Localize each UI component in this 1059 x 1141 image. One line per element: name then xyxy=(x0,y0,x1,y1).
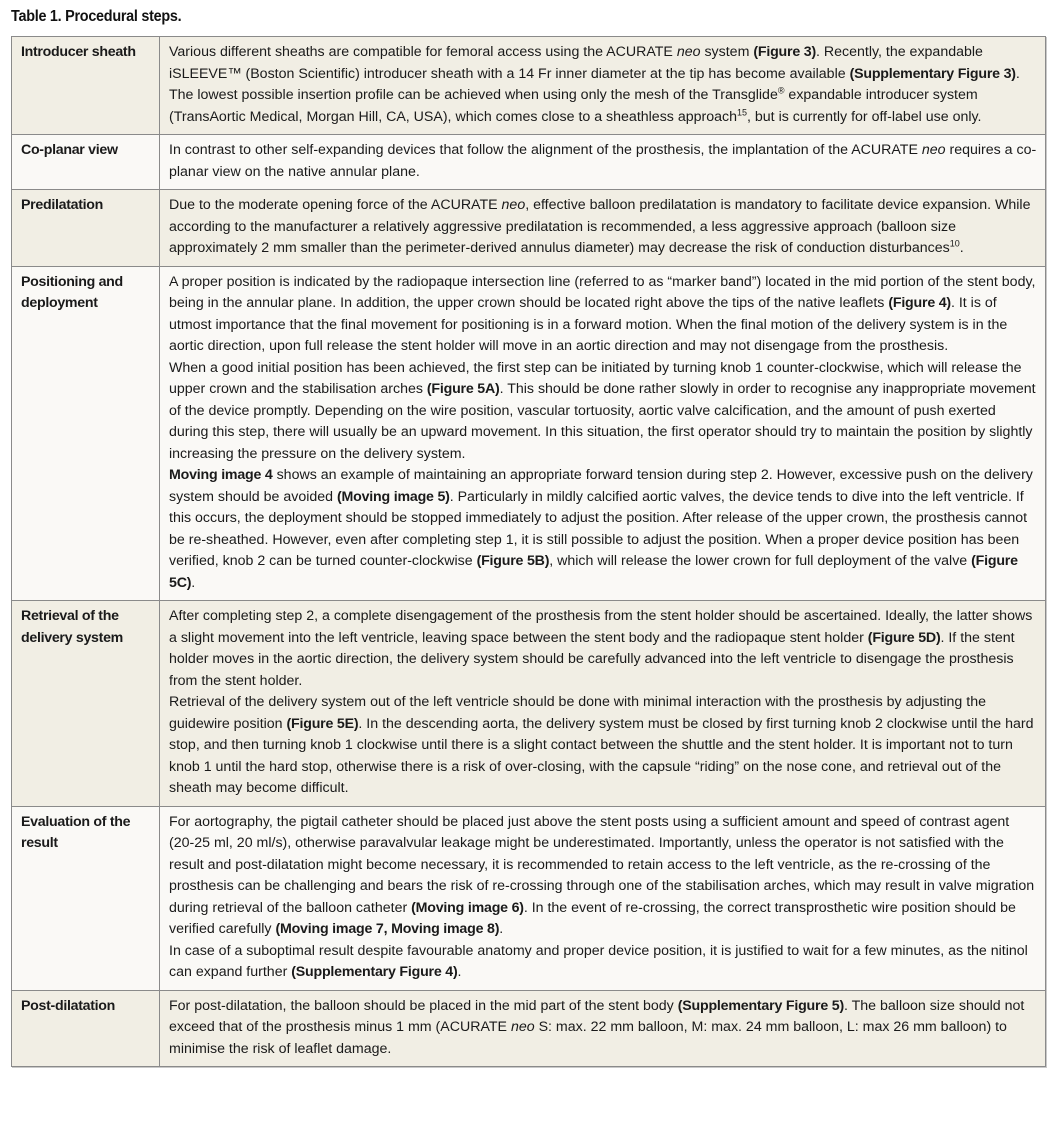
text-run: . Recently, the expandable iSLEEVE™ (Boston Scientific) introducer sheath with a 14 Fr inner diameter at the tip has become available xyxy=(169,44,983,82)
step-label: Post-dilatation xyxy=(12,990,160,1067)
text-run: requires a co-planar view on the native annular plane. xyxy=(169,142,1037,180)
table-row xyxy=(12,990,1046,1067)
description-paragraph xyxy=(169,272,1037,358)
superscript: 10 xyxy=(949,238,960,249)
text-run: . xyxy=(191,574,196,591)
step-description xyxy=(160,806,1046,990)
text-run: . The balloon size should not exceed that of the prosthesis minus 1 mm (ACURATE xyxy=(169,997,1025,1035)
text-run: , which will release the lower crown for full deployment of the valve xyxy=(549,553,972,569)
text-run: When a good initial position has been achieved, the first step can be initiated by turning knob 1 counter-clockwise, which will release the upper crown and the stabilisation arches xyxy=(169,359,1022,397)
step-label: Retrieval of the delivery system xyxy=(12,601,160,807)
figure-reference: (Supplementary Figure 4) xyxy=(291,964,458,980)
step-label: Positioning and deployment xyxy=(12,266,160,601)
text-run: In case of a suboptimal result despite favourable anatomy and proper device position, it is justified to wait for a few minutes, as the nitinol can expand further xyxy=(169,942,1028,980)
table-row xyxy=(12,135,1046,190)
table-row xyxy=(12,37,1046,135)
table-caption: Table 1. Procedural steps. xyxy=(11,8,182,25)
step-description xyxy=(160,37,1046,135)
step-description xyxy=(160,990,1046,1067)
description-paragraph xyxy=(169,941,1037,984)
text-run: S: max. 22 mm balloon, M: max. 24 mm balloon, L: max 26 mm balloon) to minimise the risk of leaflet damage. xyxy=(169,1019,1007,1057)
figure-reference: (Figure 5A) xyxy=(426,381,500,397)
description-paragraph xyxy=(169,358,1037,466)
text-run: . xyxy=(499,921,504,937)
text-run: Due to the moderate opening force of the ACURATE xyxy=(169,197,502,213)
text-run: expandable introducer system (TransAortic Medical, Morgan Hill, CA, USA), which comes close to a sheathless approach xyxy=(169,87,978,125)
figure-reference: (Moving image 7, Moving image 8) xyxy=(275,921,500,937)
text-run: neo xyxy=(501,197,526,213)
figure-reference: (Figure 5E) xyxy=(286,715,359,732)
description-paragraph xyxy=(169,692,1037,800)
text-run: . If the stent holder moves in the aortic direction, the delivery system should be carefully advanced into the left ventricle to disengage the prosthesis from the stent holder. xyxy=(169,629,1015,689)
text-run: . The lowest possible insertion profile can be achieved when using only the mesh of the Transglide xyxy=(169,65,1020,103)
text-run: , but is currently for off-label use only. xyxy=(747,108,982,125)
table-row xyxy=(12,806,1046,990)
figure-reference: Moving image 4 xyxy=(169,467,273,483)
figure-reference: (Figure 5C) xyxy=(169,553,1018,591)
text-run: . xyxy=(959,240,964,256)
description-paragraph xyxy=(169,195,1037,260)
table-row xyxy=(12,601,1046,807)
text-run: After completing step 2, a complete disengagement of the prosthesis from the stent holder should be ascertained. Ideally, the latter shows a slight movement into the left ventricle, leaving space between the stent body and the radiopaque stent holder xyxy=(169,608,1033,646)
figure-reference: (Figure 3) xyxy=(753,44,816,60)
description-paragraph xyxy=(169,42,1037,128)
table-row xyxy=(12,190,1046,267)
text-run: . It is of utmost importance that the final movement for positioning is in a forward motion. When the final motion of the delivery system is in the aortic direction, upon full release the stent holder will move in an aortic direction and may not disengage from the prosthesis. xyxy=(169,295,1008,354)
figure-reference: (Figure 4) xyxy=(888,295,951,311)
table-row xyxy=(12,266,1046,601)
step-label: Predilatation xyxy=(12,190,160,267)
figure-reference: (Supplementary Figure 5) xyxy=(677,997,844,1014)
text-run: . xyxy=(457,964,462,980)
figure-reference: (Figure 5D) xyxy=(867,629,941,646)
text-run: neo xyxy=(510,1019,535,1035)
figure-reference: (Moving image 5) xyxy=(337,488,450,505)
text-run: For post-dilatation, the balloon should be placed in the mid part of the stent body xyxy=(169,997,678,1014)
superscript: ® xyxy=(777,85,785,96)
text-run: . In the descending aorta, the delivery system must be closed by first turning knob 2 clockwise until the hard stop, and then turning knob 1 clockwise until there is a slight contact between the shuttle and the stent holder. It is important not to turn knob 1 until the hard stop, otherwise there is a risk of over-closing, with the capsule “riding” on the nose cone, and retrieval out of the sheath may become difficult. xyxy=(169,715,1034,796)
text-run: Various different sheaths are compatible for femoral access using the ACURATE xyxy=(169,44,677,60)
table-body xyxy=(12,37,1046,1067)
text-run: Retrieval of the delivery system out of the left ventricle should be done with minimal interaction with the prosthesis by adjusting the guidewire position xyxy=(169,694,986,732)
step-label: Co-planar view xyxy=(12,135,160,190)
description-paragraph xyxy=(169,606,1037,692)
step-description xyxy=(160,601,1046,807)
text-run: For aortography, the pigtail catheter should be placed just above the stent posts using a sufficient amount and speed of contrast agent (20-25 ml, 20 ml/s), otherwise paravalvular leakage might be underestimated. Importantly, unless the operator is not satisfied with the result and post-dilatation might become necessary, it is recommended to retain access to the left ventricle, as the re-crossing of the prosthesis can be challenging and bears the risk of re-crossing through one of the stabilisation arches, which may result in valve migration during retrieval of the balloon catheter xyxy=(169,813,1035,916)
step-label: Evaluation of the result xyxy=(12,806,160,990)
description-paragraph xyxy=(169,812,1037,941)
text-run: neo xyxy=(676,44,701,60)
figure-reference: (Figure 5B) xyxy=(476,553,550,569)
description-paragraph xyxy=(169,996,1037,1061)
text-run: system xyxy=(700,44,754,60)
text-run: In contrast to other self-expanding devices that follow the alignment of the prosthesis, the implantation of the ACURATE xyxy=(169,142,922,158)
text-run: . This should be done rather slowly in order to recognise any inappropriate movement of the device promptly. Depending on the wire position, vascular tortuosity, aortic valve calcification, and the amount of push exerted during this step, there will usually be an upward movement. In this situation, the first operator should try to maintain the position by slightly increasing the pressure on the delivery system. xyxy=(169,381,1036,462)
step-description xyxy=(160,266,1046,601)
step-description xyxy=(160,190,1046,267)
text-run: neo xyxy=(921,142,946,158)
step-label: Introducer sheath xyxy=(12,37,160,135)
text-run: . Particularly in mildly calcified aortic valves, the device tends to dive into the left ventricle. If this occurs, the deployment should be stopped immediately to adjust the position. After release of the upper crown, the prosthesis cannot be re-sheathed. However, even after completing step 1, it is still possible to adjust the position. When a proper device position has been verified, knob 2 can be turned counter-clockwise xyxy=(169,488,1028,569)
description-paragraph xyxy=(169,465,1037,594)
text-run: . In the event of re-crossing, the correct transprosthetic wire position should be verified carefully xyxy=(169,899,1016,937)
superscript: 15 xyxy=(737,106,748,117)
step-description xyxy=(160,135,1046,190)
figure-reference: (Moving image 6) xyxy=(411,899,524,916)
text-run: , effective balloon predilatation is mandatory to facilitate device expansion. While according to the manufacturer a relatively aggressive predilatation is recommended, a less aggressive approach (balloon size approximately 2 mm smaller than the perimeter-derived annulus diameter) may decrease the risk of conduction disturbances xyxy=(169,197,1031,256)
figure-reference: (Supplementary Figure 3) xyxy=(849,65,1016,82)
procedural-steps-table xyxy=(11,36,1046,1067)
text-run: shows an example of maintaining an appropriate forward tension during step 2. However, excessive push on the delivery system should be avoided xyxy=(169,467,1033,505)
description-paragraph xyxy=(169,140,1037,183)
text-run: A proper position is indicated by the radiopaque intersection line (referred to as “marker band”) located in the mid portion of the stent body, being in the annular plane. In addition, the upper crown should be located right above the tips of the native leaflets xyxy=(169,273,1036,311)
